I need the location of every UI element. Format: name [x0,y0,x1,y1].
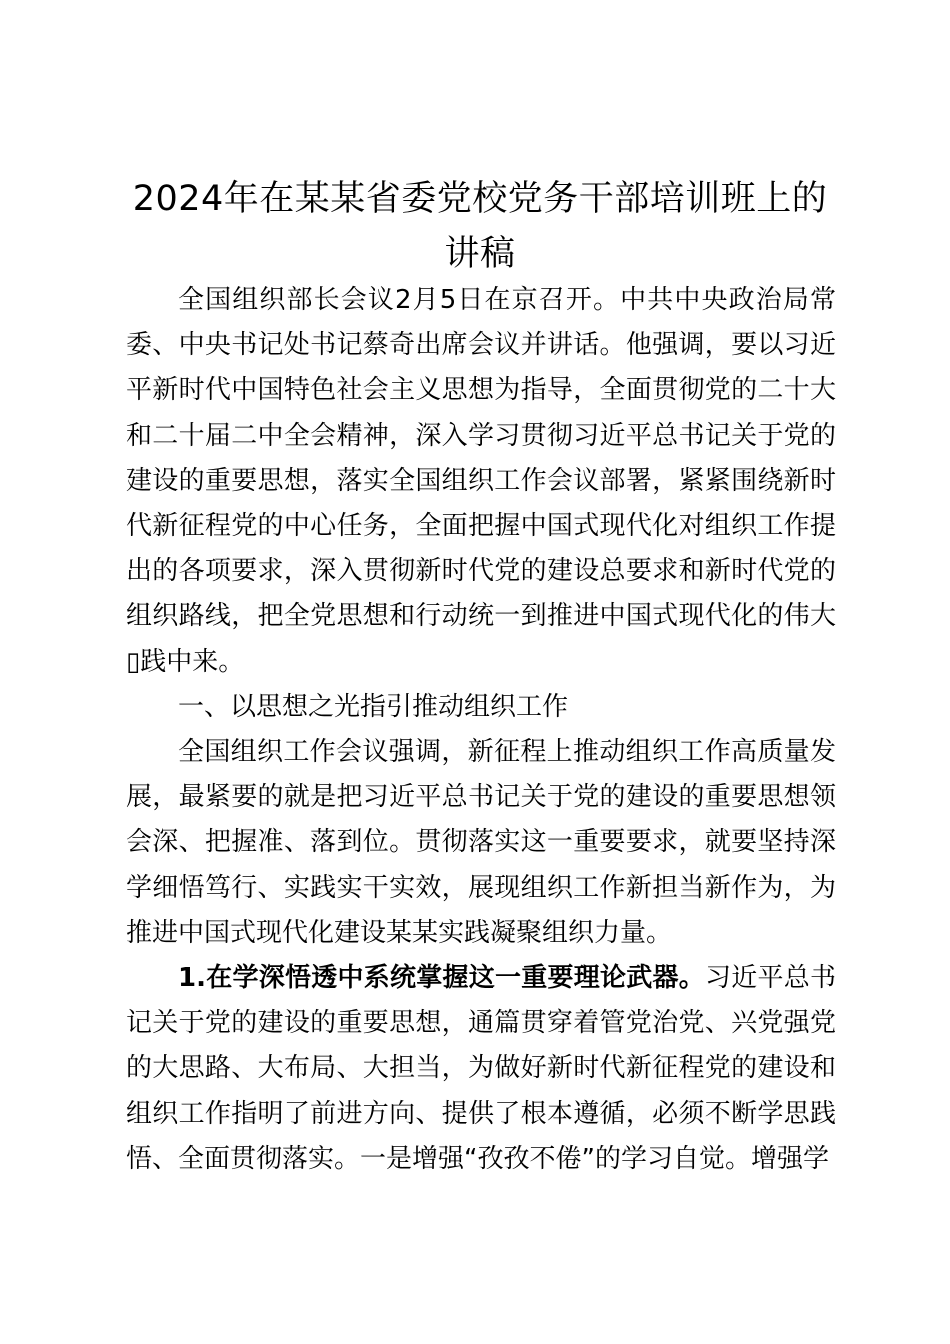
paragraph-section-1: 全国组织工作会议强调，新征程上推动组织工作高质量发展，最紧要的就是把习近平总书记关于党的建设的重要思想领会深、把握准、落到位。贯彻落实这一重要要求，就要坚持深学细悟笃行、实践实干实效，展现组织工作新担当新作为，为推进中国式现代化建设某某实践凝聚组织力量。 [126,737,836,948]
paragraph-point-1 [126,956,836,1182]
section-heading-1: 一、以思想之光指引推动组织工作 [178,691,569,722]
point-1-lead: 1.在学深悟透中系统掌握这一重要理论武器。 [178,963,705,994]
document-body [126,278,836,1182]
point-1-body: 习近平总书记关于党的建设的重要思想，通篇贯穿着管党治党、兴党强党的大思路、大布局、大担当，为做好新时代新征程党的建设和组织工作指明了前进方向、提供了根本遵循，必须不断学思践悟、全面贯彻落实。一是增强“孜孜不倦”的学习自觉。增强学 [126,963,836,1174]
paragraph-intro: 全国组织部长会议2月5日在京召开。中共中央政治局常委、中央书记处书记蔡奇出席会议并讲话。他强调，要以习近平新时代中国特色社会主义思想为指导，全面贯彻党的二十大和二十届二中全会精神，深入学习贯彻习近平总书记关于党的建设的重要思想，落实全国组织工作会议部署，紧紧围绕新时代新征程党的中心任务，全面把握中国式现代化对组织工作提出的各项要求，深入贯彻新时代党的建设总要求和新时代党的组织路线，把全党思想和行动统一到推进中国式现代化的伟大▯践中来。 [126,285,836,677]
document-title: 2024年在某某省委党校党务干部培训班上的讲稿 [132,179,828,274]
